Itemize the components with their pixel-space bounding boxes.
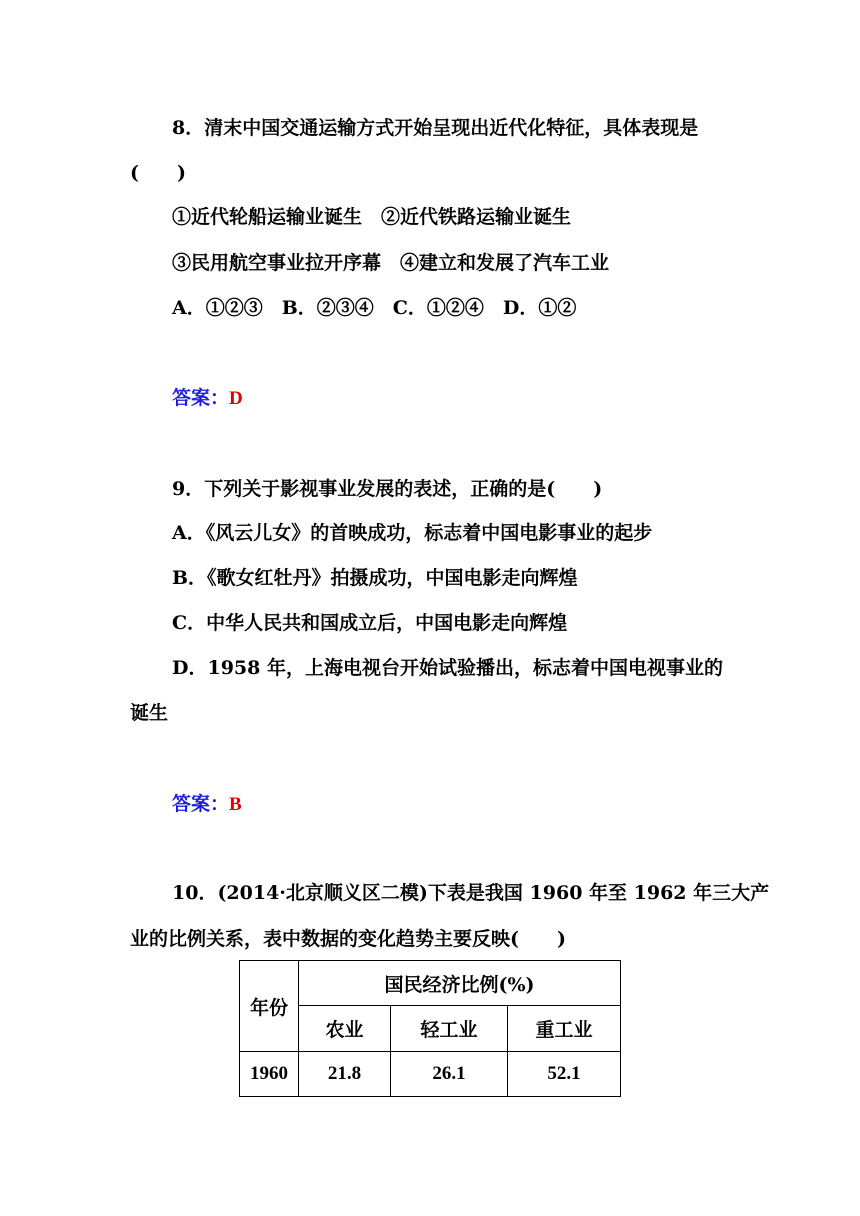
q8-options: A．①②③ B．②③④ C．①②④ D．①② [172,297,577,319]
q10-stem-line2: 业的比例关系，表中数据的变化趋势主要反映( ) [130,928,566,950]
year-header: 年份 [240,961,299,1052]
answer-label: 答案： [172,387,230,409]
q9-stem: 9．下列关于影视事业发展的表述，正确的是( ) [172,478,603,500]
row-year: 1960 [240,1052,299,1097]
q9-option-d: D．1958 年，上海电视台开始试验播出，标志着中国电视事业的 [172,657,723,679]
q9-option-c: C．中华人民共和国成立后，中国电影走向辉煌 [172,612,568,634]
q8-stem: 8．清末中国交通运输方式开始呈现出近代化特征，具体表现是 [172,117,699,139]
col-header-heavy-industry: 重工业 [508,1006,621,1052]
q8-items-line2: ③民用航空事业拉开序幕 ④建立和发展了汽车工业 [172,252,610,274]
economy-ratio-table [239,960,621,1097]
q9-option-d-cont: 诞生 [130,702,169,724]
q8-answer [172,386,243,411]
answer-value: D [229,388,243,409]
q10-stem-line1: 10．(2014·北京顺义区二模)下表是我国 1960 年至 1962 年三大产 [172,882,770,904]
group-header: 国民经济比例(%) [299,961,621,1006]
col-header-agriculture: 农业 [299,1006,391,1052]
cell-heavy-industry: 52.1 [508,1052,621,1097]
q9-answer [172,792,242,817]
q8-items-line1: ①近代轮船运输业诞生 ②近代铁路运输业诞生 [172,206,572,228]
q8-bracket: ( ) [130,162,186,184]
answer-value: B [229,794,242,815]
col-header-light-industry: 轻工业 [391,1006,508,1052]
table-row [240,1052,621,1097]
q9-option-a: A．《风云儿女》的首映成功，标志着中国电影事业的起步 [172,522,653,544]
answer-label: 答案： [172,793,230,815]
cell-light-industry: 26.1 [391,1052,508,1097]
cell-agriculture: 21.8 [299,1052,391,1097]
q9-option-b: B．《歌女红牡丹》拍摄成功，中国电影走向辉煌 [172,567,578,589]
